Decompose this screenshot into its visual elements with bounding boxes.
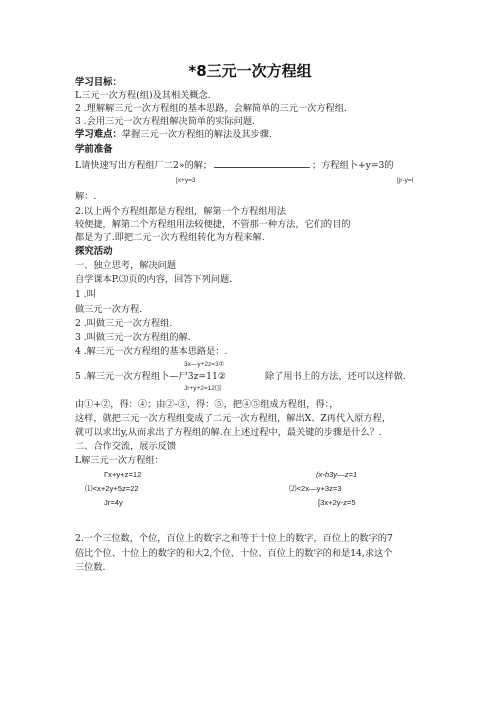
objective-item-3: 3 .会用三元一次方程组解决简单的实际问题.: [75, 116, 255, 127]
prep-q1-system2-line2: [jr-y=l: [397, 177, 414, 184]
prep-q1-mid: ；方程组卜+y=3的: [312, 160, 394, 171]
steps-line-3: 就可以求出y,从而求出了方程组的解.在上述过程中，最关键的步骤是什么？.: [75, 427, 382, 438]
prep-q1-start: L请快速写出方程组厂二2»的解；: [75, 160, 213, 171]
objective-item-1: L三元一次方程(组)及其相关概念.: [75, 90, 211, 101]
difficulty-heading: 学习难点：: [75, 129, 122, 140]
explore-heading: 探究活动: [75, 246, 113, 257]
q5-prefix: 5 .解三元一次方程组卜—尸3z=11②: [75, 371, 227, 382]
prep-q1-end: 解：.: [75, 191, 97, 202]
word-problem-line-1: 2.一个三位数，个位，百位上的数字之和等于十位上的数字，百位上的数字的7: [75, 533, 393, 544]
explore-item-4: 4 .解三元一次方程组的基本思路是：.: [75, 346, 228, 357]
system2-eq2: ⑵<2x—y+3z=3: [289, 484, 342, 493]
explore-instruction: 自学课本P.⑶页的内容，回答下列问题.: [75, 274, 233, 285]
system1-eq2: ⑴<x+2y+5z=22: [85, 484, 139, 493]
prep-q2-line-1: 2.以上两个方程组都是方程组，解第一个方程组用法: [75, 206, 286, 217]
difficulty-line: [75, 129, 272, 141]
prep-q2-line-2: 较便捷，解第二个方程组用法较便捷，不管那一种方法，它们的目的: [75, 219, 351, 230]
solve-prompt: L解三元一次方程组：: [75, 455, 164, 466]
prep-heading: 学前准备: [75, 144, 113, 155]
q5-equation-bottom: Jr+y+2=12⑶: [184, 385, 222, 392]
q5-equation-top: 3x—y+2z=3①: [184, 361, 225, 368]
explore-item-1: 1 .叫: [75, 289, 96, 300]
system1-eq1: Γx+y+z=12: [104, 470, 142, 479]
steps-line-2: 这样，就把三元一次方程组变成了二元一次方程组，解出X、Z再代入原方程，: [75, 413, 392, 424]
system2-eq3: [3x+2y-z=5: [318, 498, 356, 507]
word-problem-line-2: 倍比个位、十位上的数字的和大2,个位、十位、百位上的数字的和是14,求这个: [75, 548, 393, 559]
prep-q1-system1-line2: [x+y=3: [176, 177, 196, 184]
difficulty-text: 掌握三元一次方程组的解法及其步骤.: [121, 129, 272, 140]
objective-item-2: 2 .理解解三元一次方程组的基本思路，会解简单的三元一次方程组.: [75, 103, 347, 114]
explore-section2-title: 二、合作交流，展示反馈: [75, 441, 177, 452]
explore-item-1-cont: 做三元一次方程.: [75, 304, 143, 315]
prep-q1-line: [75, 158, 394, 172]
steps-line-1: 由①+②，得：④；由②-③，得：⑤，把④⑤组成方程组，得：，: [75, 399, 339, 410]
page-title: *8三元一次方程组: [188, 62, 312, 80]
prep-q2-line-3: 都是为了.即把二元一次方程组转化为方程来解.: [75, 232, 265, 243]
explore-item-3: 3 .叫做三元一次方程组的解.: [75, 332, 191, 343]
word-problem-line-3: 三位数.: [75, 562, 106, 573]
explore-item-2: 2 .叫做三元一次方程组.: [75, 318, 173, 329]
objectives-heading: 学习目标：: [75, 77, 122, 88]
answer-blank[interactable]: [214, 158, 310, 168]
q5-suffix: 除了用书上的方法，还可以这样做.: [265, 371, 406, 382]
system2-eq1: (x-h3y—z=1: [316, 470, 358, 479]
system1-eq3: Jr=4y: [104, 498, 123, 507]
explore-section1-title: 一、独立思考，解决问题: [75, 260, 177, 271]
